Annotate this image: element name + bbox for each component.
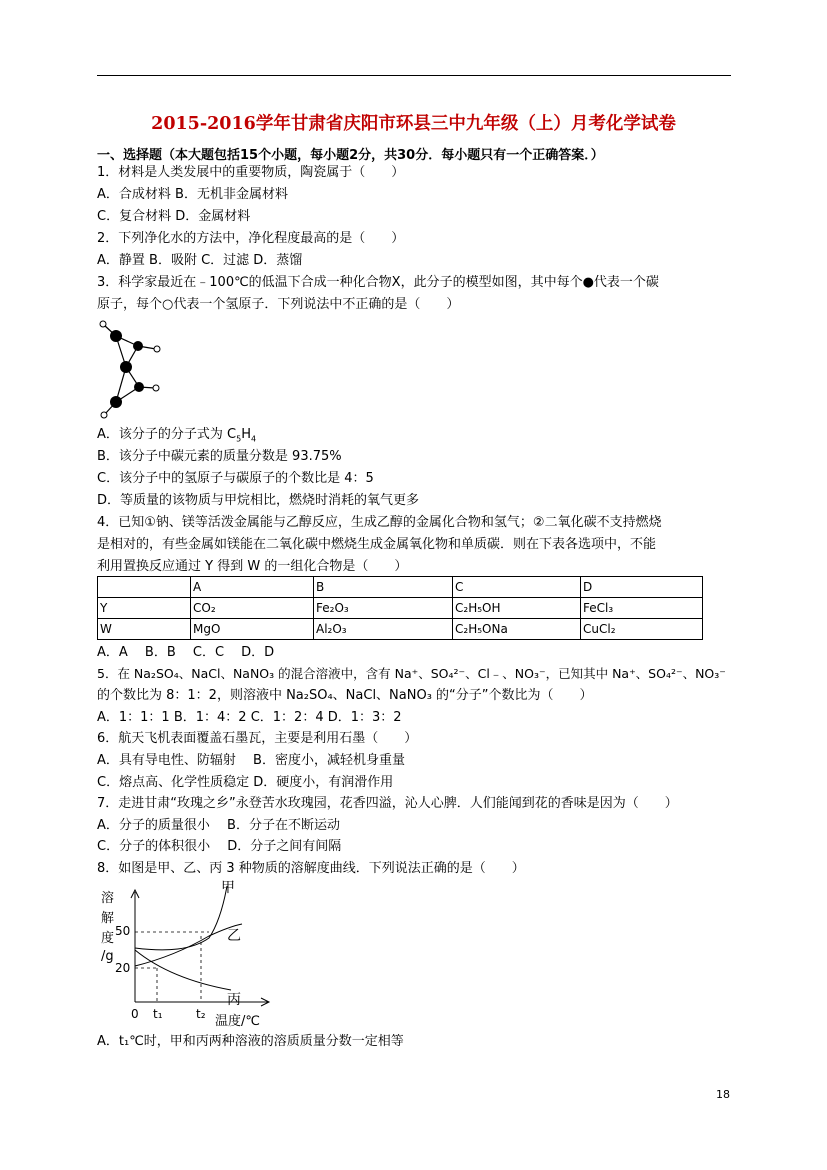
table-cell: FeCl₃ [581,598,703,619]
q4-stem-line3: 利用置换反应通过 Y 得到 W 的一组化合物是（ ） [97,559,408,574]
table-cell [98,577,191,598]
table-cell: C₂H₅ONa [453,619,581,640]
q8-option-a: A．t₁℃时，甲和丙两种溶液的溶质质量分数一定相等 [97,1034,404,1049]
table-cell: D [581,577,703,598]
curve-label-bing: 丙 [227,992,241,1008]
graph-y-tick-20: 20 [115,961,131,975]
graph-origin: 0 [131,1007,139,1021]
q1-options-cd: C．复合材料 D．金属材料 [97,209,251,224]
section-heading: 一、选择题（本大题包括15个小题，每小题2分，共30分．每小题只有一个正确答案．） [97,148,604,163]
q3-option-d: D．等质量的该物质与甲烷相比，燃烧时消耗的氧气更多 [97,493,420,508]
curve-label-jia: 甲 [221,880,235,896]
q7-options-cd: C．分子的体积很小 D．分子之间有间隔 [97,839,342,854]
graph-ylabel-1: 溶 [101,891,115,906]
table-cell: CuCl₂ [581,619,703,640]
table-cell: CO₂ [191,598,314,619]
q6-options-cd: C．熔点高、化学性质稳定 D．硬度小，有润滑作用 [97,775,394,790]
q6-stem: 6．航天飞机表面覆盖石墨瓦，主要是利用石墨（ ） [97,731,418,746]
table-cell: C [453,577,581,598]
table-row [98,619,703,640]
q4-options: A．A B．B C．C D．D [97,645,275,660]
q5-options: A．1：1：1 B．1：4：2 C．1：2：4 D．1：3：2 [97,710,402,725]
graph-xlabel: 温度/℃ [215,1014,260,1029]
table-cell: Fe₂O₃ [314,598,453,619]
table-cell: Y [98,598,191,619]
graph-t2: t₂ [196,1007,206,1021]
graph-ylabel-4: /g [101,949,114,964]
q1-options-ab: A．合成材料 B．无机非金属材料 [97,187,288,202]
q3-option-b: B．该分子中碳元素的质量分数是 93.75% [97,449,342,464]
curve-label-yi: 乙 [227,928,241,944]
q2-options: A．静置 B．吸附 C．过滤 D．蒸馏 [97,253,303,268]
q4-stem-line1: 4．已知①钠、镁等活泼金属能与乙醇反应，生成乙醇的金属化合物和氢气；②二氧化碳不支持燃烧 [97,515,662,530]
table-cell: W [98,619,191,640]
table-row [98,598,703,619]
table-cell: A [191,577,314,598]
table-cell: MgO [191,619,314,640]
molecule-model-figure [97,318,167,420]
q6-options-ab: A．具有导电性、防辐射 B．密度小，减轻机身重量 [97,753,405,768]
q4-stem-line2: 是相对的，有些金属如镁能在二氧化碳中燃烧生成金属氧化物和单质碳．则在下表各选项中，不能 [97,537,657,552]
table-cell: Al₂O₃ [314,619,453,640]
q7-stem: 7．走进甘肃“玫瑰之乡”永登苦水玫瑰园，花香四溢，沁人心脾．人们能闻到花的香味是因为（ ） [97,796,678,811]
table-row [98,577,703,598]
graph-t1: t₁ [153,1007,163,1021]
q3-stem-line2: 原子，每个○代表一个氢原子．下列说法中不正确的是（ ） [97,297,460,312]
table-cell: C₂H₅OH [453,598,581,619]
q3-stem-line1: 3．科学家最近在﹣100℃的低温下合成一种化合物X，此分子的模型如图，其中每个●代表一个碳 [97,275,659,290]
graph-y-tick-50: 50 [115,924,131,938]
page-number: 18 [716,1088,730,1101]
q8-stem: 8．如图是甲、乙、丙 3 种物质的溶解度曲线．下列说法正确的是（ ） [97,861,525,876]
q3-option-c: C．该分子中的氢原子与碳原子的个数比是 4：5 [97,471,374,486]
page-title: 2015-2016学年甘肃省庆阳市环县三中九年级（上）月考化学试卷 [151,114,676,134]
table-cell: B [314,577,453,598]
q3-option-a: A．该分子的分子式为 $C_5H_4$ [97,427,257,444]
q5-stem-line1: 5．在 Na₂SO₄、NaCl、NaNO₃ 的混合溶液中，含有 Na⁺、SO₄²⁻、Cl﹣、NO₃⁻，已知其中 Na⁺、SO₄²⁻、NO₃⁻ [97,666,726,681]
solubility-curve-figure [97,880,277,1030]
graph-ylabel-2: 解 [101,911,115,926]
q2-stem: 2．下列净化水的方法中，净化程度最高的是（ ） [97,231,405,246]
q4-table [97,576,703,640]
q7-options-ab: A．分子的质量很小 B．分子在不断运动 [97,818,340,833]
q5-stem-line2: 的个数比为 8：1：2，则溶液中 Na₂SO₄、NaCl、NaNO₃ 的“分子”个数比为（ ） [97,688,593,703]
q1-stem: 1．材料是人类发展中的重要物质，陶瓷属于（ ） [97,165,405,180]
header-rule [97,75,731,76]
graph-ylabel-3: 度 [101,931,115,946]
